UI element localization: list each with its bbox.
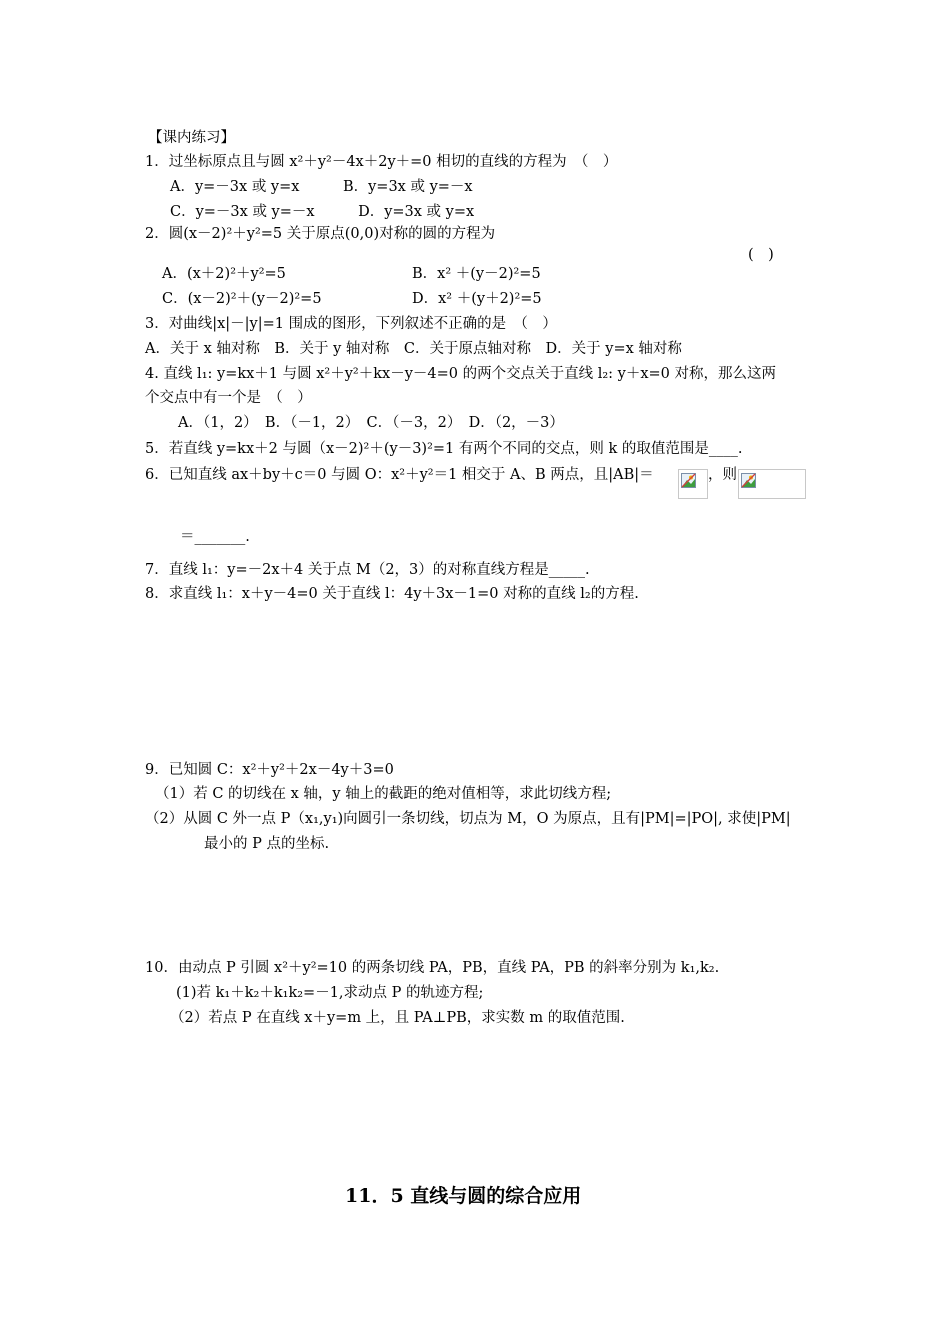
question-5: 5．若直线 y=kx＋2 与圆（x－2)²＋(y－3)²=1 有两个不同的交点，则 k 的取值范围是____. (145, 441, 743, 457)
section-header: 【课内练习】 (148, 130, 235, 146)
question-3: 3．对曲线|x|－|y|=1 围成的图形，下列叙述不正确的是 （ ） (145, 316, 557, 332)
question-9-part-2: （2）从圆 C 外一点 P（x₁,y₁)向圆引一条切线，切点为 M，O 为原点，且有|PM|=|PO|, 求使|PM| (145, 811, 791, 827)
question-2: 2．圆(x－2)²＋y²=5 关于原点(0,0)对称的圆的方程为 (145, 226, 496, 242)
question-8: 8．求直线 l₁：x＋y－4=0 关于直线 l：4y＋3x－1=0 对称的直线 l₂的方程. (145, 586, 639, 602)
question-4-options: A．（1，2） B．（－1，2） C．（－3，2） D．（2，－3） (178, 415, 564, 431)
broken-image-icon (681, 473, 696, 488)
question-9-part-2-continued: 最小的 P 点的坐标. (204, 836, 330, 852)
question-10-part-1: (1)若 k₁＋k₂＋k₁k₂=－1,求动点 P 的轨迹方程; (176, 985, 484, 1001)
section-title: 11．5 直线与圆的综合应用 (345, 1185, 582, 1207)
question-1-options-cd: C．y=－3x 或 y=－x D．y=3x 或 y=x (170, 204, 475, 220)
broken-image-2 (738, 469, 806, 499)
question-6-answer: ＝_______. (180, 529, 250, 545)
question-9-part-1: （1）若 C 的切线在 x 轴，y 轴上的截距的绝对值相等，求此切线方程; (155, 786, 612, 802)
question-7: 7．直线 l₁：y=－2x＋4 关于点 M（2，3）的对称直线方程是_____. (145, 562, 590, 578)
question-1: 1．过坐标原点且与圆 x²＋y²－4x＋2y＋=0 相切的直线的方程为 （ ） (145, 154, 618, 170)
question-6: 6．已知直线 ax＋by＋c＝0 与圆 O：x²＋y²＝1 相交于 A、B 两点，且|AB|＝ (145, 467, 654, 483)
question-2-option-a: A．(x＋2)²＋y²=5 (162, 266, 286, 282)
question-6-mid: ，则 (708, 467, 737, 483)
broken-image-1 (678, 469, 708, 499)
question-4-continued: 个交点中有一个是 （ ） (145, 390, 312, 406)
question-1-options-ab: A．y=－3x 或 y=x B．y=3x 或 y=－x (170, 179, 473, 195)
question-2-answer-paren: ( ) (748, 247, 774, 263)
question-2-option-d: D．x² ＋(y＋2)²=5 (412, 291, 542, 307)
broken-image-icon (741, 473, 756, 488)
question-2-option-b: B．x² ＋(y－2)²=5 (412, 266, 541, 282)
question-2-option-c: C．(x－2)²＋(y－2)²=5 (162, 291, 322, 307)
question-10-part-2: （2）若点 P 在直线 x＋y=m 上，且 PA⊥PB，求实数 m 的取值范围. (170, 1010, 625, 1026)
question-9: 9．已知圆 C：x²＋y²＋2x－4y＋3=0 (145, 762, 394, 778)
question-3-options: A．关于 x 轴对称 B．关于 y 轴对称 C．关于原点轴对称 D．关于 y=x 轴对称 (145, 341, 682, 357)
question-4: 4. 直线 l₁: y=kx＋1 与圆 x²＋y²＋kx－y－4=0 的两个交点关于直线 l₂: y＋x=0 对称，那么这两 (145, 366, 777, 382)
question-10: 10．由动点 P 引圆 x²＋y²=10 的两条切线 PA，PB，直线 PA，PB 的斜率分别为 k₁,k₂. (145, 960, 720, 976)
